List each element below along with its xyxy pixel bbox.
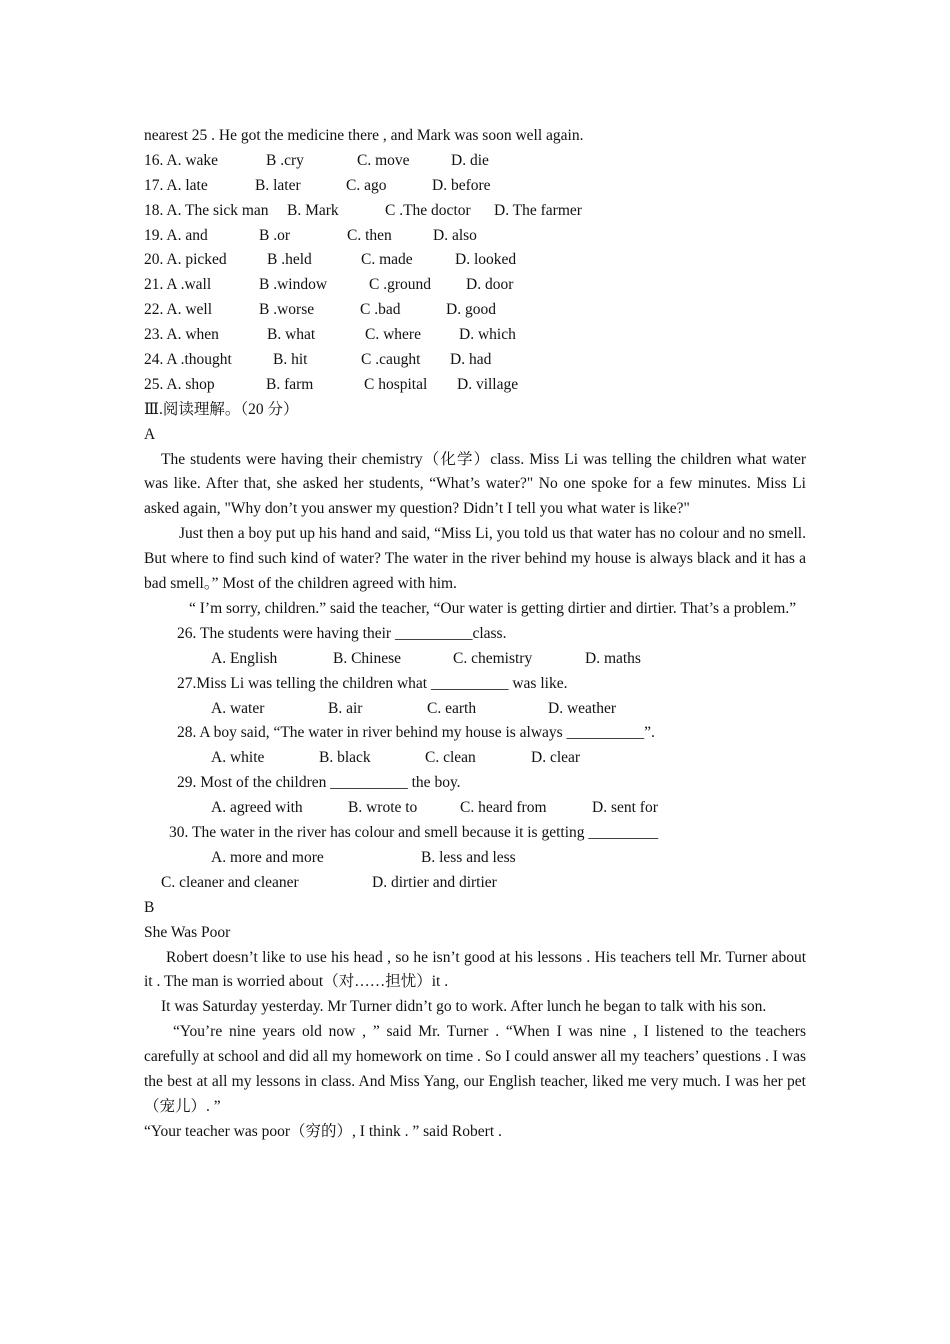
cloze-option-b: B .worse bbox=[259, 301, 315, 319]
question-29 bbox=[144, 771, 806, 821]
answer-options bbox=[144, 871, 806, 896]
cloze-option-d: D. looked bbox=[455, 251, 517, 269]
question-27 bbox=[144, 672, 806, 722]
cloze-option-c: C. where bbox=[365, 326, 421, 344]
passage-b-paragraph: Robert doesn’t like to use his head , so he isn’t good at his lessons . His teachers tell Mr. Turner about it . The man is worried about（对……担忧）it . bbox=[144, 948, 806, 991]
answer-option: B. less and less bbox=[421, 848, 516, 866]
question-26 bbox=[144, 622, 806, 672]
answer-options bbox=[144, 647, 806, 672]
cloze-option-a: 21. A .wall bbox=[144, 276, 212, 294]
answer-option: C. cleaner and cleaner bbox=[161, 873, 299, 891]
passage-b-paragraph: “You’re nine years old now , ” said Mr. Turner . “When I was nine , I listened to the teachers carefully at school and did all my homework on time . So I could answer all my teachers’ questions . I was the best at all my lessons in class. And Miss Yang, our English teacher, liked me very much. I was her pet（宠儿）. ” bbox=[144, 1023, 806, 1115]
cloze-row bbox=[144, 248, 806, 273]
passage-a-paragraph: Just then a boy put up his hand and said, “Miss Li, you told us that water has no colour and no smell. But where to find such kind of water? The water in the river behind my house is always black and it has a bad smell。” Most of the children agreed with him. bbox=[144, 525, 806, 593]
cloze-option-c: C .bad bbox=[360, 301, 401, 319]
cloze-option-c: C .The doctor bbox=[385, 201, 471, 219]
cloze-option-d: D. The farmer bbox=[494, 201, 582, 219]
answer-option: A. agreed with bbox=[211, 799, 303, 817]
cloze-option-d: D. had bbox=[450, 351, 492, 369]
cloze-option-b: B. what bbox=[267, 326, 316, 344]
answer-option: D. weather bbox=[548, 699, 616, 717]
cloze-option-b: B. hit bbox=[273, 351, 308, 369]
cloze-option-d: D. which bbox=[459, 326, 516, 344]
passage-b-label: B bbox=[144, 898, 155, 916]
cloze-option-a: 18. A. The sick man bbox=[144, 201, 269, 219]
cloze-option-a: 25. A. shop bbox=[144, 375, 215, 393]
cloze-option-c: C. move bbox=[357, 151, 410, 169]
answer-option: B. black bbox=[319, 749, 371, 767]
answer-option: C. chemistry bbox=[453, 649, 533, 667]
cloze-row bbox=[144, 373, 806, 398]
answer-option: B. air bbox=[328, 699, 363, 717]
answer-option: A. white bbox=[211, 749, 265, 767]
cloze-option-d: D. before bbox=[432, 176, 491, 194]
cloze-option-a: 16. A. wake bbox=[144, 151, 219, 169]
cloze-option-d: D. also bbox=[433, 226, 477, 244]
cloze-option-d: D. die bbox=[451, 151, 489, 169]
answer-option: C. clean bbox=[425, 749, 476, 767]
cloze-option-c: C .caught bbox=[361, 351, 421, 369]
answer-option: A. more and more bbox=[211, 848, 324, 866]
cloze-option-a: 17. A. late bbox=[144, 176, 208, 194]
cloze-option-b: B .cry bbox=[266, 151, 304, 169]
answer-options bbox=[144, 697, 806, 722]
cloze-option-a: 20. A. picked bbox=[144, 251, 227, 269]
cloze-option-c: C .ground bbox=[369, 276, 431, 294]
cloze-option-b: B .window bbox=[259, 276, 328, 294]
passage-a-label: A bbox=[144, 425, 156, 443]
cloze-option-b: B .held bbox=[267, 251, 312, 269]
cloze-row bbox=[144, 298, 806, 323]
question-30 bbox=[144, 821, 806, 896]
cloze-row bbox=[144, 224, 806, 249]
cloze-options bbox=[144, 149, 806, 398]
cloze-option-c: C. then bbox=[347, 226, 392, 244]
answer-option: A. English bbox=[211, 649, 278, 667]
cloze-option-d: D. door bbox=[466, 276, 514, 294]
passage-b-paragraph: “Your teacher was poor（穷的）, I think . ” said Robert . bbox=[144, 1122, 502, 1140]
cloze-option-a: 24. A .thought bbox=[144, 351, 232, 369]
cloze-option-a: 22. A. well bbox=[144, 301, 213, 319]
cloze-option-a: 23. A. when bbox=[144, 326, 219, 344]
cloze-option-a: 19. A. and bbox=[144, 226, 208, 244]
cloze-row bbox=[144, 174, 806, 199]
cloze-option-d: D. village bbox=[457, 375, 519, 393]
cloze-row bbox=[144, 348, 806, 373]
question-text: 29. Most of the children __________ the boy. bbox=[177, 774, 461, 792]
section-heading: Ⅲ.阅读理解。（20 分） bbox=[144, 400, 299, 418]
answer-option: C. heard from bbox=[460, 799, 547, 817]
document-page bbox=[144, 124, 806, 1145]
cloze-option-b: B. later bbox=[255, 176, 301, 194]
cloze-row bbox=[144, 149, 806, 174]
question-text: 30. The water in the river has colour and smell because it is getting _________ bbox=[169, 824, 659, 842]
cloze-row bbox=[144, 273, 806, 298]
intro-line: nearest 25 . He got the medicine there , and Mark was soon well again. bbox=[144, 127, 584, 144]
answer-options bbox=[144, 846, 806, 871]
passage-a-paragraph: “ I’m sorry, children.” said the teacher, “Our water is getting dirtier and dirtier. That’s a problem.” bbox=[189, 600, 797, 618]
cloze-row bbox=[144, 323, 806, 348]
passage-a-paragraph: The students were having their chemistry（化学）class. Miss Li was telling the children what water was like. After that, she asked her students, “What’s water?" No one spoke for a few minutes. Miss Li asked again, "Why don’t you answer my question? Didn’t I tell you what water is like?" bbox=[144, 450, 806, 518]
answer-option: B. Chinese bbox=[333, 649, 402, 667]
answer-option: D. sent for bbox=[592, 799, 658, 817]
passage-b-paragraph: It was Saturday yesterday. Mr Turner didn’t go to work. After lunch he began to talk with his son. bbox=[161, 998, 767, 1016]
answer-option: C. earth bbox=[427, 699, 477, 717]
answer-options bbox=[144, 796, 806, 821]
answer-option: D. dirtier and dirtier bbox=[372, 873, 497, 891]
cloze-option-c: C. made bbox=[361, 251, 413, 269]
question-text: 28. A boy said, “The water in river behind my house is always __________”. bbox=[177, 724, 655, 742]
passage-b-title: She Was Poor bbox=[144, 923, 231, 941]
answer-option: A. water bbox=[211, 699, 265, 717]
answer-options bbox=[144, 746, 806, 771]
question-28 bbox=[144, 721, 806, 771]
cloze-row bbox=[144, 199, 806, 224]
question-text: 26. The students were having their __________class. bbox=[177, 624, 507, 642]
cloze-option-c: C hospital bbox=[364, 375, 428, 393]
cloze-option-d: D. good bbox=[446, 301, 496, 319]
question-text: 27.Miss Li was telling the children what __________ was like. bbox=[177, 674, 568, 692]
cloze-option-b: B. Mark bbox=[287, 201, 339, 219]
cloze-option-b: B. farm bbox=[266, 375, 314, 393]
answer-option: D. maths bbox=[585, 649, 641, 667]
cloze-option-c: C. ago bbox=[346, 176, 387, 194]
answer-option: D. clear bbox=[531, 749, 581, 767]
answer-option: B. wrote to bbox=[348, 799, 418, 817]
cloze-option-b: B .or bbox=[259, 226, 290, 244]
